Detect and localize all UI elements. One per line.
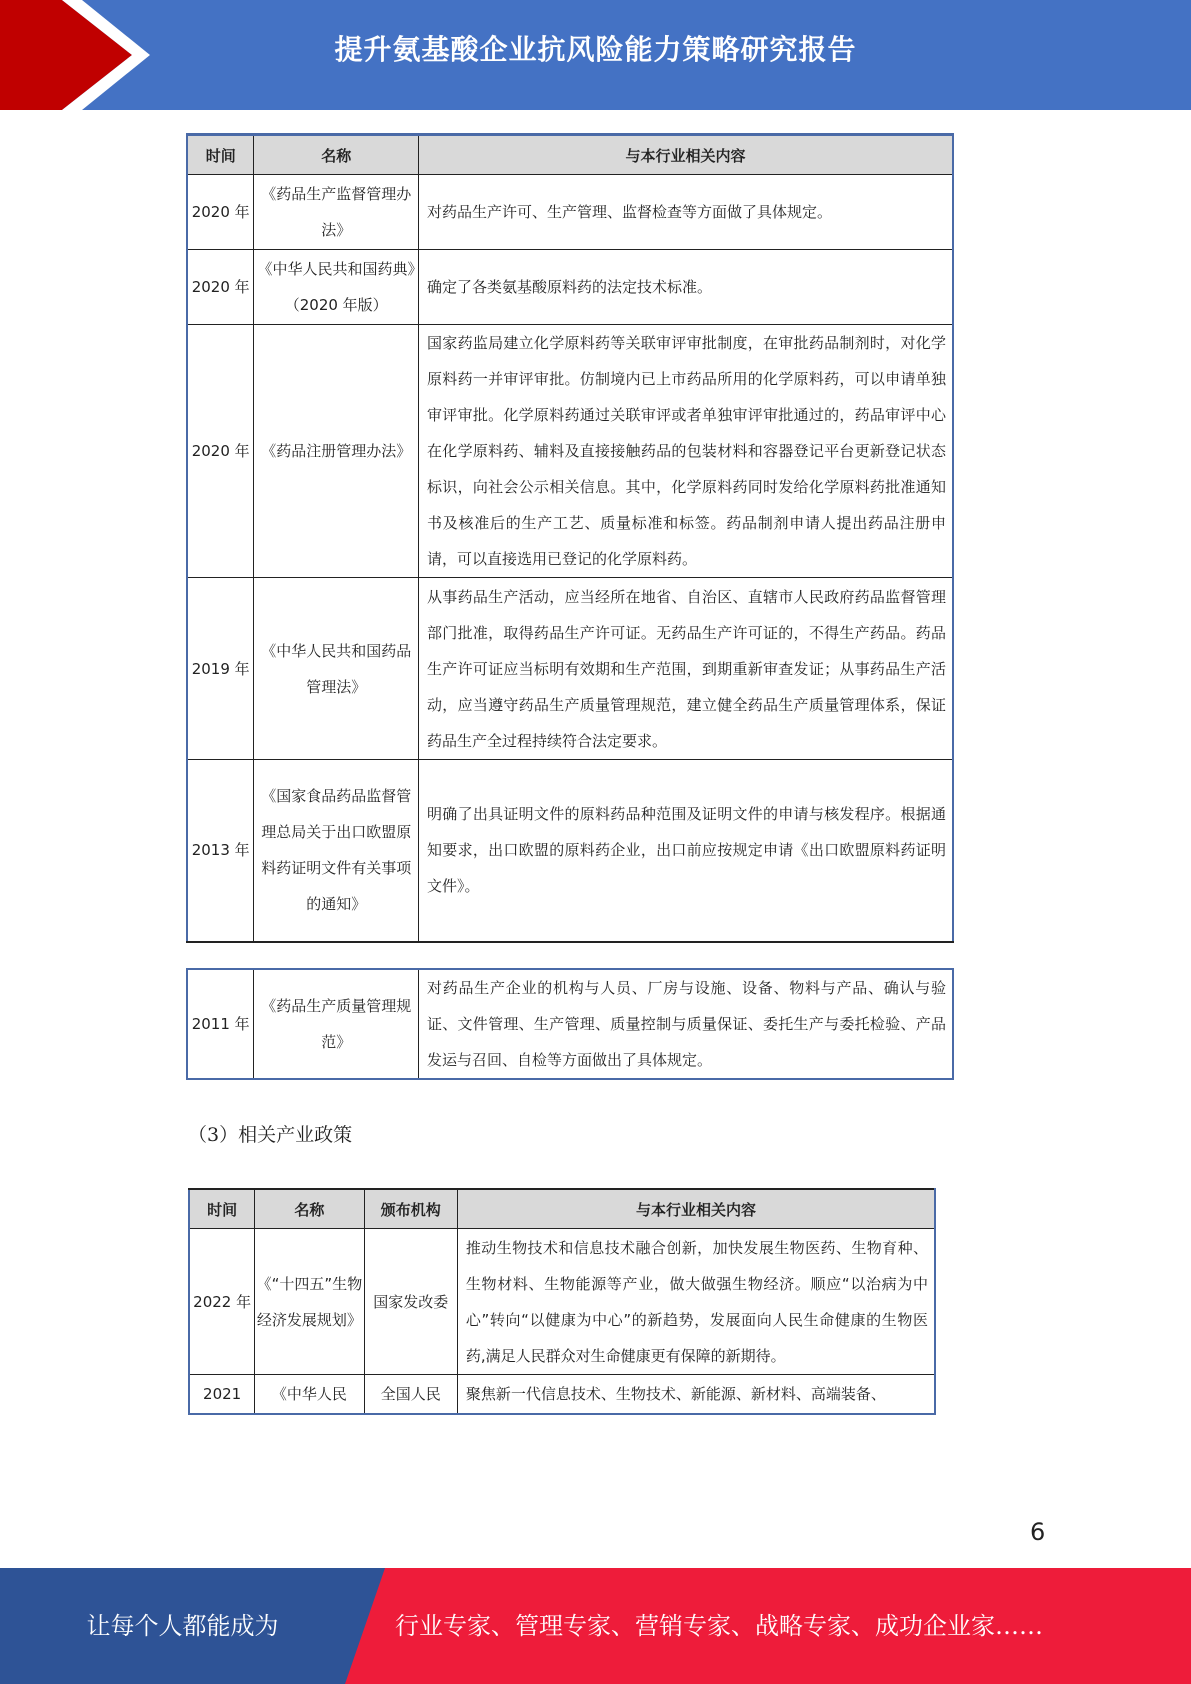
name-cell: 《药品生产监督管理办法》 [254,175,419,250]
content-cell: 推动生物技术和信息技术融合创新，加快发展生物医药、生物育种、生物材料、生物能源等产业，做大做强生物经济。顺应“以治病为中心”转向“以健康为中心”的新趋势，发展面向人民生命健康的生物医药,满足人民群众对生命健康更有保障的新期待。 [457,1229,935,1375]
table-header-row [189,1189,935,1229]
name-cell: 《药品生产质量管理规范》 [254,969,419,1079]
col-header-time: 时间 [189,1189,255,1229]
table-row [187,578,953,760]
year-cell: 2021 [189,1375,255,1415]
name-cell: 《国家食品药品监督管理总局关于出口欧盟原料药证明文件有关事项的通知》 [254,760,419,942]
table-row [187,175,953,250]
table-row [189,1375,935,1415]
footer-slogan-left: 让每个人都能成为 [86,1612,279,1640]
col-header-agency: 颁布机构 [364,1189,457,1229]
policy-table-1 [186,133,954,943]
content-cell: 对药品生产企业的机构与人员、厂房与设施、设备、物料与产品、确认与验证、文件管理、生产管理、质量控制与质量保证、委托生产与委托检验、产品发运与召回、自检等方面做出了具体规定。 [418,969,953,1079]
table-row [187,969,953,1079]
agency-cell: 全国人民 [364,1375,457,1415]
table-row [187,250,953,325]
report-title: 提升氨基酸企业抗风险能力策略研究报告 [334,33,857,66]
col-header-content: 与本行业相关内容 [419,135,953,175]
agency-cell: 国家发改委 [364,1229,457,1375]
name-cell: 《“十四五”生物经济发展规划》 [255,1229,364,1375]
footer-slogan-right: 行业专家、管理专家、营销专家、战略专家、成功企业家…… [395,1612,1043,1640]
chevron-arrow-icon [0,0,150,110]
page-footer [0,1568,1191,1684]
content-cell: 明确了出具证明文件的原料药品种范围及证明文件的申请与核发程序。根据通知要求，出口欧盟的原料药企业，出口前应按规定申请《出口欧盟原料药证明文件》。 [419,760,953,942]
table-row [187,325,953,578]
page-header [0,0,1191,110]
content-cell: 国家药监局建立化学原料药等关联审评审批制度，在审批药品制剂时，对化学原料药一并审评审批。仿制境内已上市药品所用的化学原料药，可以申请单独审评审批。化学原料药通过关联审评或者单独审评审批通过的，药品审评中心在化学原料药、辅料及直接接触药品的包装材料和容器登记平台更新登记状态标识，向社会公示相关信息。其中，化学原料药同时发给化学原料药批准通知书及核准后的生产工艺、质量标准和标签。药品制剂申请人提出药品注册申请，可以直接选用已登记的化学原料药。 [419,325,953,578]
name-cell: 《药品注册管理办法》 [254,325,419,578]
name-cell: 《中华人民共和国药品管理法》 [254,578,419,760]
content-cell: 对药品生产许可、生产管理、监督检查等方面做了具体规定。 [419,175,953,250]
table-row [187,760,953,942]
section-heading: （3）相关产业政策 [188,1124,353,1146]
col-header-time: 时间 [187,135,254,175]
table-row [189,1229,935,1375]
content-cell: 确定了各类氨基酸原料药的法定技术标准。 [419,250,953,325]
year-cell: 2020 年 [187,250,254,325]
content-cell: 从事药品生产活动，应当经所在地省、自治区、直辖市人民政府药品监督管理部门批准，取得药品生产许可证。无药品生产许可证的，不得生产药品。药品生产许可证应当标明有效期和生产范围，到期重新审查发证；从事药品生产活动，应当遵守药品生产质量管理规范，建立健全药品生产质量管理体系，保证药品生产全过程持续符合法定要求。 [419,578,953,760]
policy-table-3 [188,1188,936,1415]
year-cell: 2019 年 [187,578,254,760]
name-cell: 《中华人民 [255,1375,364,1415]
page-number: 6 [1030,1518,1046,1546]
table-header-row [187,135,953,175]
col-header-content: 与本行业相关内容 [457,1189,935,1229]
name-cell: 《中华人民共和国药典》（2020 年版） [254,250,419,325]
col-header-name: 名称 [254,135,419,175]
policy-table-2 [186,968,954,1080]
year-cell: 2011 年 [187,969,254,1079]
year-cell: 2022 年 [189,1229,255,1375]
year-cell: 2013 年 [187,760,254,942]
year-cell: 2020 年 [187,325,254,578]
year-cell: 2020 年 [187,175,254,250]
content-cell: 聚焦新一代信息技术、生物技术、新能源、新材料、高端装备、 [457,1375,935,1415]
col-header-name: 名称 [255,1189,364,1229]
